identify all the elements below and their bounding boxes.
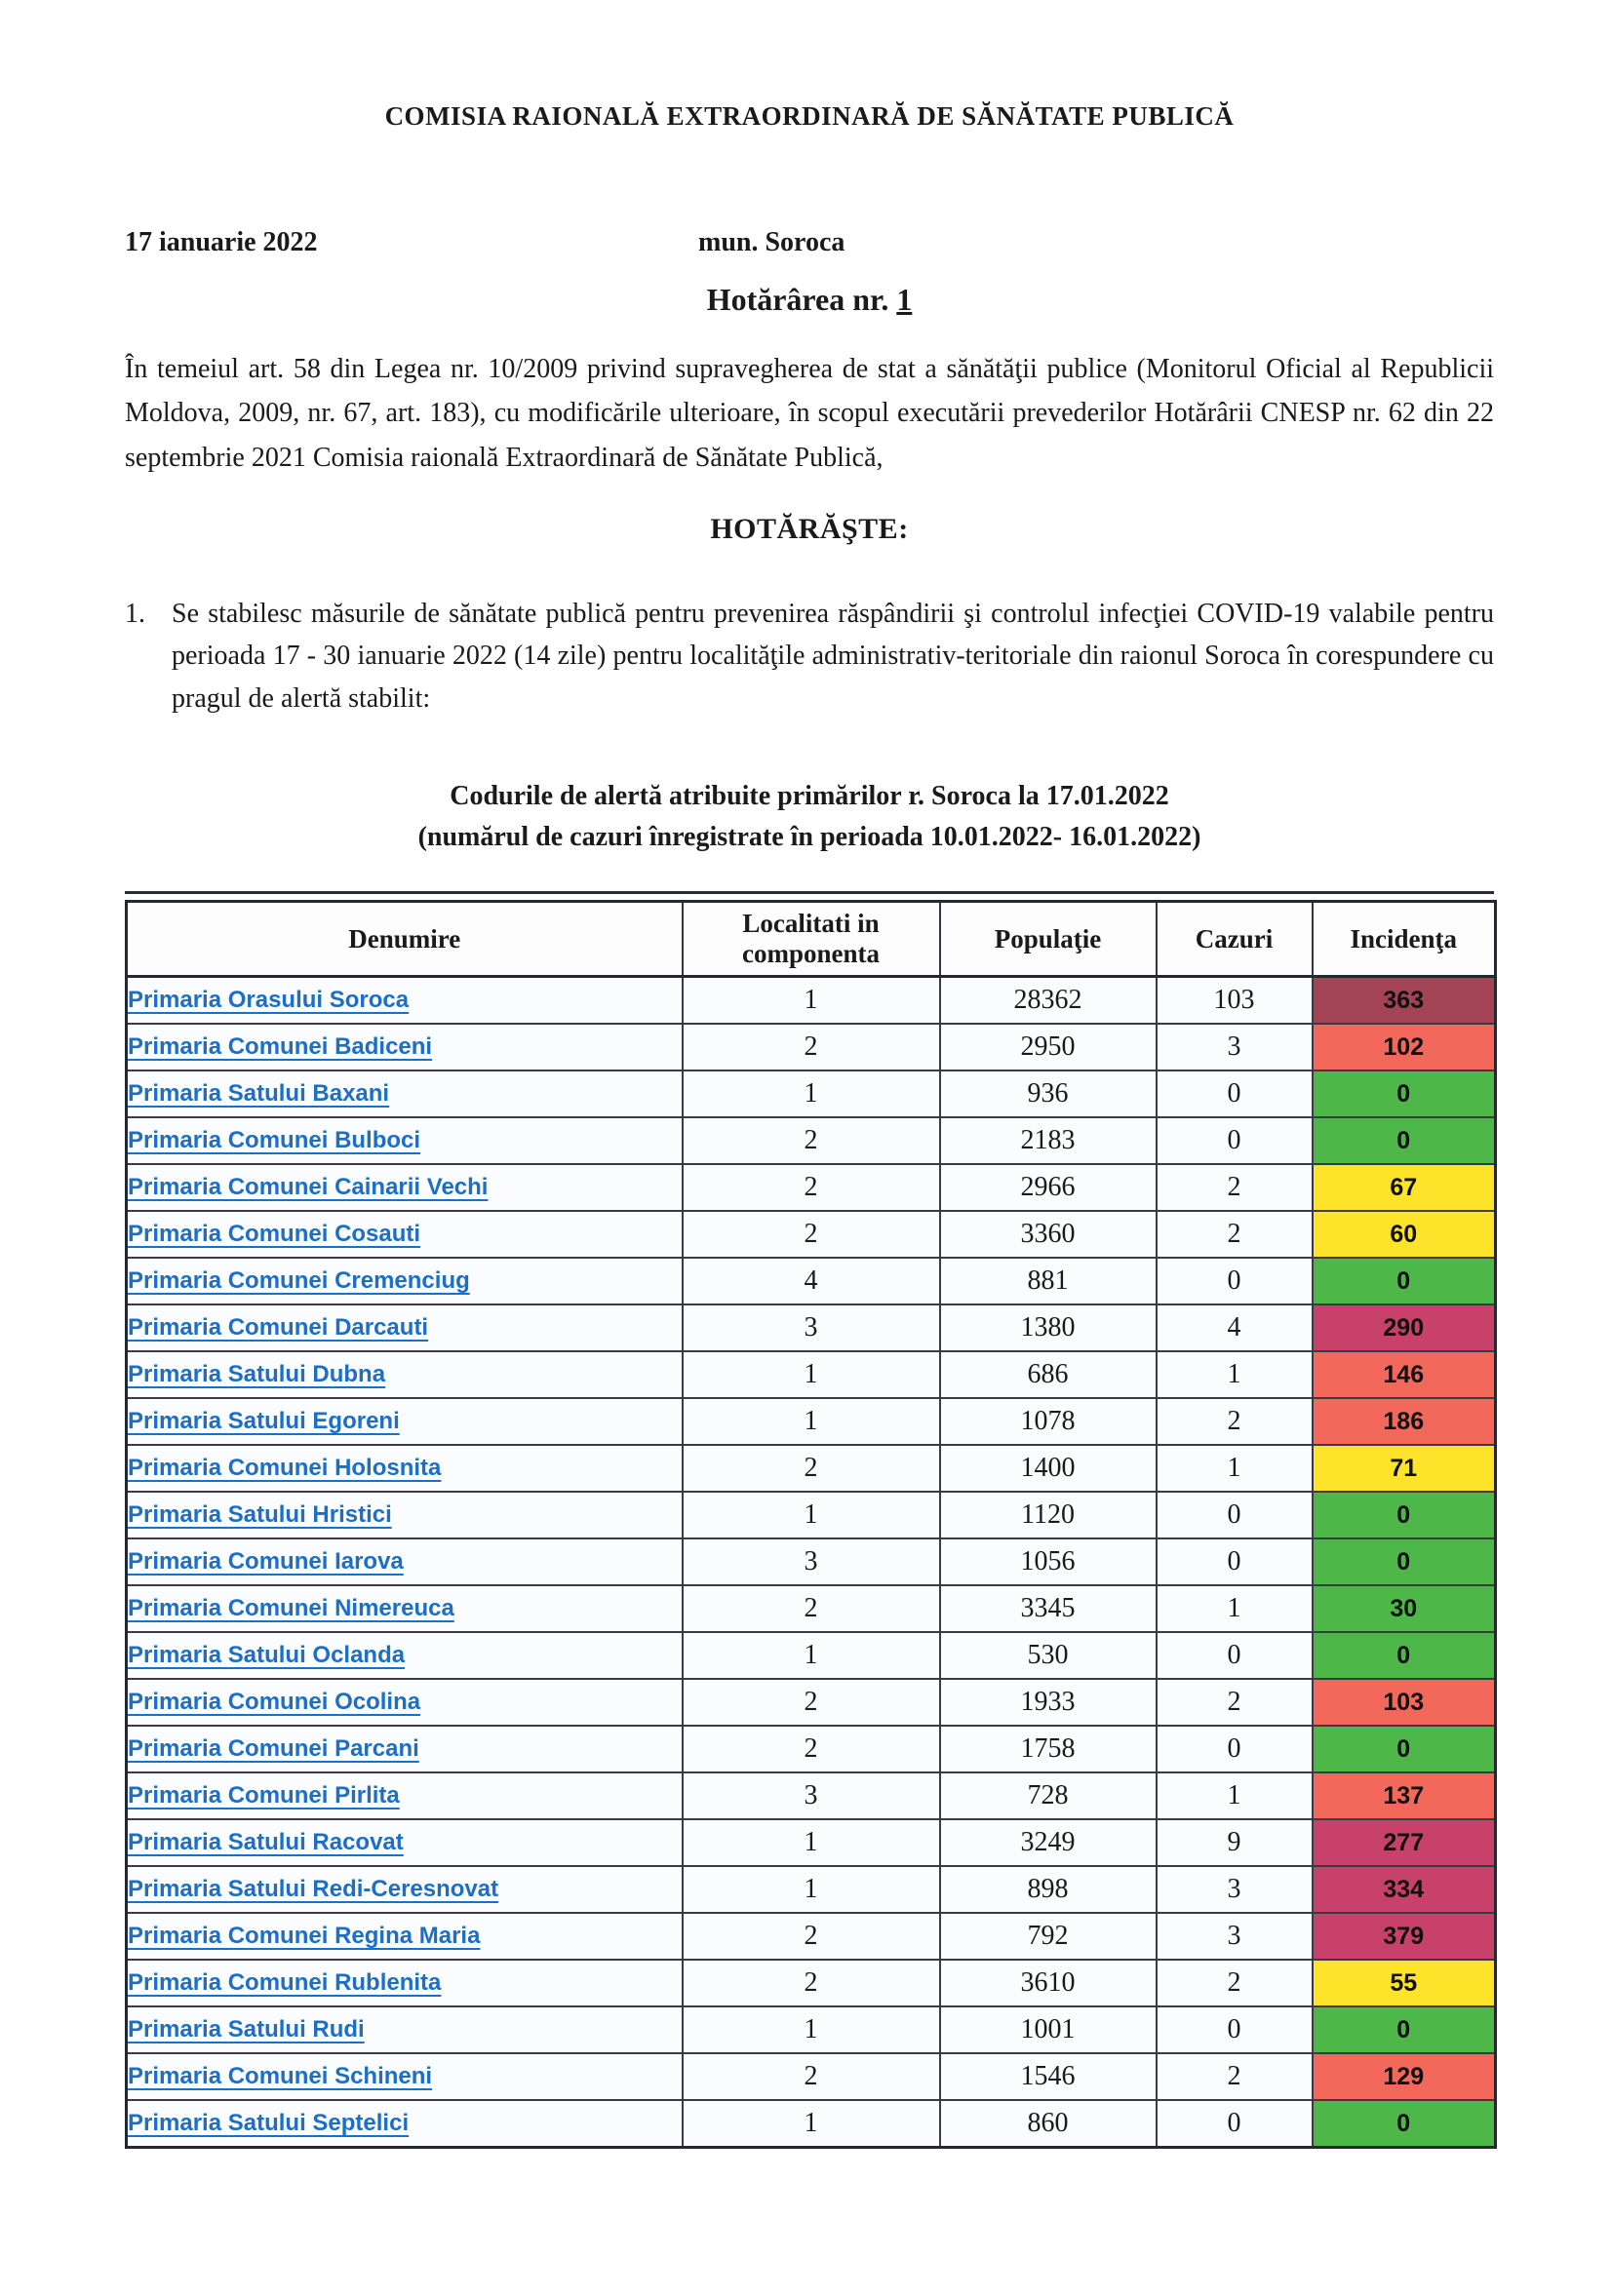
populatie-cell: 2966 — [940, 1164, 1157, 1211]
primarie-name-cell — [127, 1585, 683, 1632]
primarie-link[interactable]: Primaria Comunei Ocolina — [128, 1689, 421, 1716]
table-row — [127, 1164, 1496, 1211]
incidenta-cell: 71 — [1313, 1445, 1496, 1492]
cazuri-cell: 0 — [1157, 1632, 1313, 1679]
table-row — [127, 1211, 1496, 1258]
table-title-line2: (numărul de cazuri înregistrate în perioada 10.01.2022- 16.01.2022) — [417, 822, 1201, 853]
incidenta-cell: 60 — [1313, 1211, 1496, 1258]
populatie-cell: 898 — [940, 1866, 1157, 1913]
primarie-name-cell — [127, 1772, 683, 1819]
primarie-link[interactable]: Primaria Satului Egoreni — [128, 1408, 400, 1435]
incidenta-cell: 0 — [1313, 1070, 1496, 1117]
date-place-row — [125, 227, 1494, 260]
primarie-link[interactable]: Primaria Comunei Cainarii Vechi — [128, 1174, 489, 1201]
cazuri-cell: 0 — [1157, 2006, 1313, 2053]
incidenta-cell: 379 — [1313, 1913, 1496, 1960]
cazuri-cell: 3 — [1157, 1024, 1313, 1070]
column-header-denumire: Denumire — [127, 902, 683, 977]
populatie-cell: 1120 — [940, 1492, 1157, 1538]
primarie-link[interactable]: Primaria Satului Septelici — [128, 2110, 410, 2137]
incidenta-cell: 277 — [1313, 1819, 1496, 1866]
document-content — [125, 101, 1494, 2149]
alert-codes-table — [125, 900, 1497, 2149]
populatie-cell: 530 — [940, 1632, 1157, 1679]
alert-table-body — [127, 977, 1496, 2148]
primarie-name-cell — [127, 1913, 683, 1960]
table-row — [127, 2053, 1496, 2100]
primarie-link[interactable]: Primaria Comunei Schineni — [128, 2063, 433, 2090]
table-row — [127, 1726, 1496, 1772]
table-row — [127, 1585, 1496, 1632]
incidenta-cell: 0 — [1313, 1492, 1496, 1538]
primarie-name-cell — [127, 1211, 683, 1258]
table-row — [127, 1632, 1496, 1679]
incidenta-cell: 103 — [1313, 1679, 1496, 1726]
primarie-link[interactable]: Primaria Satului Racovat — [128, 1829, 404, 1856]
populatie-cell: 881 — [940, 1258, 1157, 1304]
primarie-link[interactable]: Primaria Satului Rudi — [128, 2016, 365, 2043]
document-place: mun. Soroca — [698, 227, 845, 257]
incidenta-cell: 0 — [1313, 1726, 1496, 1772]
cazuri-cell: 1 — [1157, 1445, 1313, 1492]
cazuri-cell: 4 — [1157, 1304, 1313, 1351]
column-header-populatie: Populaţie — [940, 902, 1157, 977]
localitati-cell: 2 — [683, 1164, 940, 1211]
item-1-marker: 1. — [125, 599, 145, 630]
cazuri-cell: 9 — [1157, 1819, 1313, 1866]
table-header-row — [127, 902, 1496, 977]
table-row — [127, 2100, 1496, 2148]
localitati-cell: 3 — [683, 1772, 940, 1819]
primarie-name-cell — [127, 1024, 683, 1070]
primarie-name-cell — [127, 1304, 683, 1351]
localitati-cell: 1 — [683, 1819, 940, 1866]
decision-title-label: Hotărârea nr. — [706, 282, 889, 317]
table-row — [127, 1679, 1496, 1726]
primarie-link[interactable]: Primaria Comunei Cremenciug — [128, 1267, 470, 1295]
localitati-cell: 1 — [683, 1632, 940, 1679]
incidenta-cell: 290 — [1313, 1304, 1496, 1351]
incidenta-cell: 137 — [1313, 1772, 1496, 1819]
populatie-cell: 1546 — [940, 2053, 1157, 2100]
cazuri-cell: 3 — [1157, 1913, 1313, 1960]
cazuri-cell: 2 — [1157, 1679, 1313, 1726]
primarie-link[interactable]: Primaria Comunei Regina Maria — [128, 1923, 481, 1950]
cazuri-cell: 1 — [1157, 1772, 1313, 1819]
localitati-cell: 1 — [683, 2100, 940, 2148]
table-top-rule — [125, 891, 1494, 894]
organization-title: COMISIA RAIONALĂ EXTRAORDINARĂ DE SĂNĂTATE PUBLICĂ — [384, 101, 1235, 131]
populatie-cell: 28362 — [940, 977, 1157, 1025]
populatie-cell: 3610 — [940, 1960, 1157, 2006]
cazuri-cell: 0 — [1157, 1258, 1313, 1304]
cazuri-cell: 0 — [1157, 1117, 1313, 1164]
table-row — [127, 1772, 1496, 1819]
primarie-link[interactable]: Primaria Satului Oclanda — [128, 1642, 406, 1669]
localitati-cell: 1 — [683, 1398, 940, 1445]
populatie-cell: 2950 — [940, 1024, 1157, 1070]
localitati-cell: 1 — [683, 1492, 940, 1538]
populatie-cell: 3360 — [940, 1211, 1157, 1258]
column-header-localitati: Localitati in componenta — [683, 902, 940, 977]
incidenta-cell: 67 — [1313, 1164, 1496, 1211]
table-row — [127, 1819, 1496, 1866]
primarie-name-cell — [127, 1819, 683, 1866]
incidenta-cell: 186 — [1313, 1398, 1496, 1445]
primarie-name-cell — [127, 1632, 683, 1679]
table-row — [127, 2006, 1496, 2053]
primarie-link[interactable]: Primaria Comunei Bulboci — [128, 1127, 421, 1154]
populatie-cell: 1758 — [940, 1726, 1157, 1772]
primarie-name-cell — [127, 1351, 683, 1398]
primarie-name-cell — [127, 2006, 683, 2053]
populatie-cell: 728 — [940, 1772, 1157, 1819]
cazuri-cell: 2 — [1157, 1164, 1313, 1211]
primarie-link[interactable]: Primaria Comunei Darcauti — [128, 1314, 429, 1342]
incidenta-cell: 363 — [1313, 977, 1496, 1025]
table-row — [127, 1445, 1496, 1492]
incidenta-cell: 334 — [1313, 1866, 1496, 1913]
table-row — [127, 1117, 1496, 1164]
primarie-link[interactable]: Primaria Satului Dubna — [128, 1361, 386, 1388]
incidenta-cell: 129 — [1313, 2053, 1496, 2100]
table-title — [125, 776, 1494, 858]
primarie-link[interactable]: Primaria Satului Redi-Ceresnovat — [128, 1876, 499, 1903]
primarie-link[interactable]: Primaria Satului Baxani — [128, 1080, 390, 1108]
primarie-link[interactable]: Primaria Comunei Pirlita — [128, 1782, 400, 1810]
table-row — [127, 1304, 1496, 1351]
table-row — [127, 977, 1496, 1025]
incidenta-cell: 102 — [1313, 1024, 1496, 1070]
populatie-cell: 1001 — [940, 2006, 1157, 2053]
localitati-cell: 1 — [683, 977, 940, 1025]
localitati-cell: 3 — [683, 1538, 940, 1585]
table-row — [127, 1866, 1496, 1913]
incidenta-cell: 0 — [1313, 2006, 1496, 2053]
localitati-cell: 2 — [683, 1211, 940, 1258]
localitati-cell: 2 — [683, 1445, 940, 1492]
document-date: 17 ianuarie 2022 — [125, 227, 318, 257]
incidenta-cell: 0 — [1313, 1632, 1496, 1679]
primarie-name-cell — [127, 2100, 683, 2148]
primarie-name-cell — [127, 1164, 683, 1211]
localitati-cell: 2 — [683, 1913, 940, 1960]
primarie-name-cell — [127, 1866, 683, 1913]
table-row — [127, 1398, 1496, 1445]
table-row — [127, 1492, 1496, 1538]
cazuri-cell: 103 — [1157, 977, 1313, 1025]
table-row — [127, 1913, 1496, 1960]
cazuri-cell: 0 — [1157, 1726, 1313, 1772]
populatie-cell: 792 — [940, 1913, 1157, 1960]
primarie-name-cell — [127, 1070, 683, 1117]
populatie-cell: 686 — [940, 1351, 1157, 1398]
primarie-link[interactable]: Primaria Satului Hristici — [128, 1501, 392, 1529]
populatie-cell: 1056 — [940, 1538, 1157, 1585]
column-header-incidenta: Incidenţa — [1313, 902, 1496, 977]
primarie-link[interactable]: Primaria Comunei Badiceni — [128, 1033, 433, 1061]
decision-title — [125, 282, 1494, 318]
table-title-line1: Codurile de alertă atribuite primărilor r. Soroca la 17.01.2022 — [450, 781, 1169, 812]
primarie-link[interactable]: Primaria Comunei Cosauti — [128, 1221, 421, 1248]
primarie-name-cell — [127, 1492, 683, 1538]
localitati-cell: 2 — [683, 1960, 940, 2006]
primarie-name-cell — [127, 1258, 683, 1304]
primarie-name-cell — [127, 977, 683, 1025]
cazuri-cell: 0 — [1157, 1070, 1313, 1117]
incidenta-cell: 146 — [1313, 1351, 1496, 1398]
primarie-name-cell — [127, 1538, 683, 1585]
primarie-link[interactable]: Primaria Orasului Soroca — [128, 987, 410, 1014]
cazuri-cell: 3 — [1157, 1866, 1313, 1913]
localitati-cell: 3 — [683, 1304, 940, 1351]
primarie-name-cell — [127, 2053, 683, 2100]
cazuri-cell: 1 — [1157, 1351, 1313, 1398]
populatie-cell: 1400 — [940, 1445, 1157, 1492]
decision-number: 1 — [896, 282, 913, 317]
localitati-cell: 2 — [683, 1726, 940, 1772]
localitati-cell: 4 — [683, 1258, 940, 1304]
cazuri-cell: 0 — [1157, 2100, 1313, 2148]
primarie-name-cell — [127, 1117, 683, 1164]
cazuri-cell: 2 — [1157, 1211, 1313, 1258]
localitati-cell: 1 — [683, 1351, 940, 1398]
localitati-cell: 1 — [683, 1070, 940, 1117]
primarie-link[interactable]: Primaria Comunei Iarova — [128, 1548, 404, 1576]
populatie-cell: 936 — [940, 1070, 1157, 1117]
table-row — [127, 1538, 1496, 1585]
localitati-cell: 1 — [683, 1866, 940, 1913]
populatie-cell: 860 — [940, 2100, 1157, 2148]
table-row — [127, 1258, 1496, 1304]
cazuri-cell: 2 — [1157, 1960, 1313, 2006]
incidenta-cell: 0 — [1313, 1117, 1496, 1164]
incidenta-cell: 0 — [1313, 1258, 1496, 1304]
primarie-name-cell — [127, 1726, 683, 1772]
populatie-cell: 1933 — [940, 1679, 1157, 1726]
primarie-link[interactable]: Primaria Comunei Nimereuca — [128, 1595, 454, 1622]
incidenta-cell: 0 — [1313, 1538, 1496, 1585]
incidenta-cell: 55 — [1313, 1960, 1496, 2006]
primarie-name-cell — [127, 1679, 683, 1726]
table-row — [127, 1024, 1496, 1070]
primarie-name-cell — [127, 1398, 683, 1445]
localitati-cell: 2 — [683, 2053, 940, 2100]
localitati-cell: 2 — [683, 1117, 940, 1164]
localitati-cell: 2 — [683, 1024, 940, 1070]
decision-item-1 — [125, 593, 1494, 720]
column-header-cazuri: Cazuri — [1157, 902, 1313, 977]
primarie-name-cell — [127, 1445, 683, 1492]
cazuri-cell: 2 — [1157, 1398, 1313, 1445]
localitati-cell: 1 — [683, 2006, 940, 2053]
populatie-cell: 3345 — [940, 1585, 1157, 1632]
preamble-paragraph: În temeiul art. 58 din Legea nr. 10/2009 privind supravegherea de stat a sănătăţii publice (Monitorul Oficial al Republicii Moldova, 2009, nr. 67, art. 183), cu modificările ulterioare, în scopul executării prevederilor Hotărârii CNESP nr. 62 din 22 septembrie 2021 Comisia raională Extraordinară de Sănătate Publică, — [125, 354, 1494, 473]
cazuri-cell: 0 — [1157, 1492, 1313, 1538]
populatie-cell: 3249 — [940, 1819, 1157, 1866]
primarie-link[interactable]: Primaria Comunei Holosnita — [128, 1455, 442, 1482]
primarie-link[interactable]: Primaria Comunei Parcani — [128, 1735, 419, 1763]
incidenta-cell: 30 — [1313, 1585, 1496, 1632]
cazuri-cell: 0 — [1157, 1538, 1313, 1585]
resolves-heading: HOTĂRĂŞTE: — [710, 513, 909, 546]
incidenta-cell: 0 — [1313, 2100, 1496, 2148]
localitati-cell: 2 — [683, 1585, 940, 1632]
table-row — [127, 1960, 1496, 2006]
cazuri-cell: 2 — [1157, 2053, 1313, 2100]
table-row — [127, 1351, 1496, 1398]
populatie-cell: 1380 — [940, 1304, 1157, 1351]
populatie-cell: 1078 — [940, 1398, 1157, 1445]
primarie-name-cell — [127, 1960, 683, 2006]
item-1-text: Se stabilesc măsurile de sănătate publică pentru prevenirea răspândirii şi controlul infecţiei COVID-19 valabile pentru perioada 17 - 30 ianuarie 2022 (14 zile) pentru localităţile administrativ-teritoriale din raionul Soroca în corespundere cu pragul de alertă stabilit: — [172, 599, 1494, 714]
cazuri-cell: 1 — [1157, 1585, 1313, 1632]
populatie-cell: 2183 — [940, 1117, 1157, 1164]
localitati-cell: 2 — [683, 1679, 940, 1726]
primarie-link[interactable]: Primaria Comunei Rublenita — [128, 1969, 442, 1997]
table-row — [127, 1070, 1496, 1117]
